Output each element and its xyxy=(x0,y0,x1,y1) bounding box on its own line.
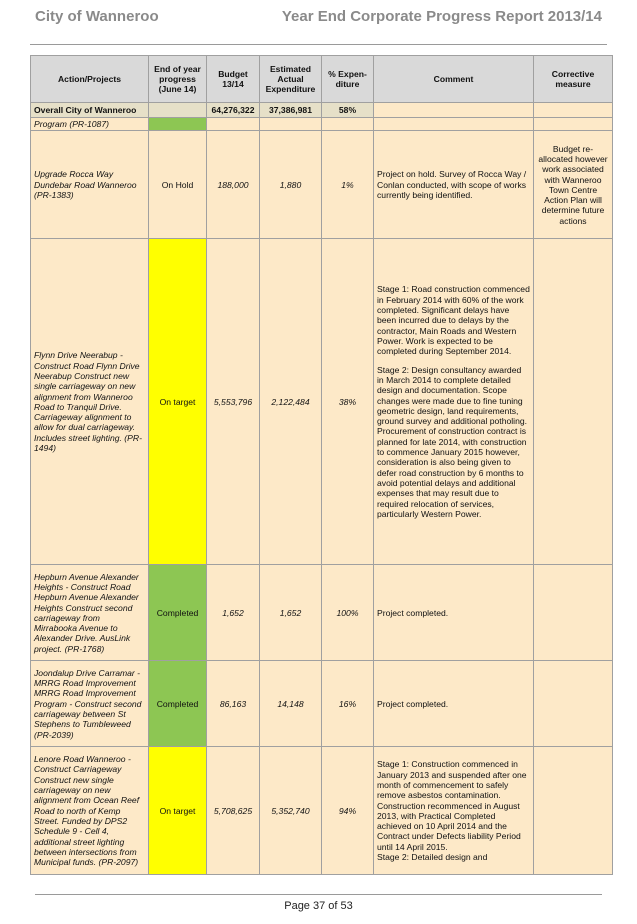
row-pct xyxy=(322,118,374,131)
overall-progress xyxy=(149,103,207,118)
row-pct: 38% xyxy=(322,239,374,565)
row-budget: 1,652 xyxy=(207,565,260,661)
row-expenditure xyxy=(260,118,322,131)
page-number: Page 37 of 53 xyxy=(284,900,353,912)
row-pct: 100% xyxy=(322,565,374,661)
table-row xyxy=(31,131,613,239)
col-header-progress: End of year progress (June 14) xyxy=(149,56,207,103)
row-budget xyxy=(207,118,260,131)
header-divider xyxy=(30,44,607,45)
row-comment: Project completed. xyxy=(374,565,534,661)
overall-row xyxy=(31,103,613,118)
table-row xyxy=(31,239,613,565)
col-header-corrective: Corrective measure xyxy=(534,56,613,103)
comment-stage-2: Stage 2: Design consultancy awarded in March 2014 to complete detailed design and documentation. Scope changes were made due to fine tuning geometric design, land requirements, ground survey and additional potholing. Procurement of construction contract is planned for late 2014, with construction to commence January 2015 however, consideration is also being given to defer road construction by 6 months to avoid potential delays and additional expenses that may result due to required relocation of services, particularly Western Power. xyxy=(377,364,528,519)
row-pct: 94% xyxy=(322,747,374,875)
page-header xyxy=(35,8,602,32)
row-pct: 16% xyxy=(322,661,374,747)
row-status: On target xyxy=(149,747,207,875)
row-status: Completed xyxy=(149,661,207,747)
row-project: Flynn Drive Neerabup - Construct Road Flynn Drive Neerabup Construct new single carriageway on new alignment from Wanneroo Road to Tranquil Drive. Carriageway alignment to allow for dual carriageway. Includes street lighting. (PR-1494) xyxy=(31,239,149,565)
row-budget: 86,163 xyxy=(207,661,260,747)
row-corrective xyxy=(534,565,613,661)
col-header-expenditure: Estimated Actual Expenditure xyxy=(260,56,322,103)
row-status xyxy=(149,118,207,131)
row-expenditure: 2,122,484 xyxy=(260,239,322,565)
comment-stage-1: Stage 1: Road construction commenced in February 2014 with 60% of the work completed. Significant delays have been incurred due to delays by the contractor, Main Roads and Western Power. Work is expected to be completed during September 2014. xyxy=(377,284,530,357)
row-comment xyxy=(374,239,534,565)
row-budget: 5,553,796 xyxy=(207,239,260,565)
col-header-comment: Comment xyxy=(374,56,534,103)
report-title: Year End Corporate Progress Report 2013/14 xyxy=(281,8,602,25)
row-expenditure: 1,652 xyxy=(260,565,322,661)
row-comment xyxy=(374,118,534,131)
table-row xyxy=(31,661,613,747)
overall-expenditure: 37,386,981 xyxy=(260,103,322,118)
footer-divider xyxy=(35,894,602,895)
col-header-project: Action/Projects xyxy=(31,56,149,103)
row-status: On target xyxy=(149,239,207,565)
table-row xyxy=(31,118,613,131)
comment-stage-1: Stage 1: Construction commenced in January 2013 and suspended after one month of commencement to safely remove asbestos contamination. Construction recommenced in August 2013, with Practical Completed achieved on 10 April 2014 and the Contract under Defects liability Period until 14 April 2015. xyxy=(377,759,527,852)
col-header-budget: Budget 13/14 xyxy=(207,56,260,103)
row-status: On Hold xyxy=(149,131,207,239)
row-expenditure: 14,148 xyxy=(260,661,322,747)
row-budget: 188,000 xyxy=(207,131,260,239)
overall-pct: 58% xyxy=(322,103,374,118)
row-corrective xyxy=(534,747,613,875)
row-budget: 5,708,625 xyxy=(207,747,260,875)
overall-label: Overall City of Wanneroo xyxy=(31,103,149,118)
overall-corrective xyxy=(534,103,613,118)
row-status: Completed xyxy=(149,565,207,661)
row-comment: Project on hold. Survey of Rocca Way / Conlan conducted, with scope of works currently being identified. xyxy=(374,131,534,239)
row-corrective xyxy=(534,239,613,565)
table-header-row xyxy=(31,56,613,103)
progress-table xyxy=(30,55,613,875)
comment-stage-2: Stage 2: Detailed design and xyxy=(377,852,488,863)
row-project: Program (PR-1087) xyxy=(31,118,149,131)
row-project: Lenore Road Wanneroo - Construct Carriageway Construct new single carriageway on new alignment from Ocean Reef Road to north of Kemp Street. Funded by DPS2 Schedule 9 - Cell 4, additional street lighting between intersections from Municipal funds. (PR-2097) xyxy=(31,747,149,875)
row-pct: 1% xyxy=(322,131,374,239)
row-project: Joondalup Drive Carramar - MRRG Road Improvement MRRG Road Improvement Program - Construct second carriageway between St Stephens to Tumbleweed (PR-2039) xyxy=(31,661,149,747)
col-header-pct: % Expen-diture xyxy=(322,56,374,103)
row-expenditure: 1,880 xyxy=(260,131,322,239)
row-corrective xyxy=(534,661,613,747)
row-comment xyxy=(374,747,534,875)
row-corrective: Budget re-allocated however work associated with Wanneroo Town Centre Action Plan will determine future actions xyxy=(534,131,613,239)
table-row xyxy=(31,565,613,661)
org-name: City of Wanneroo xyxy=(35,8,159,25)
row-expenditure: 5,352,740 xyxy=(260,747,322,875)
table-row xyxy=(31,747,613,875)
row-project: Hepburn Avenue Alexander Heights - Construct Road Hepburn Avenue Alexander Heights Construct second carriageway from Mirrabooka Avenue to Alexander Drive. AusLink project. (PR-1768) xyxy=(31,565,149,661)
row-corrective xyxy=(534,118,613,131)
overall-budget: 64,276,322 xyxy=(207,103,260,118)
row-comment: Project completed. xyxy=(374,661,534,747)
row-project: Upgrade Rocca Way Dundebar Road Wanneroo (PR-1383) xyxy=(31,131,149,239)
overall-comment xyxy=(374,103,534,118)
